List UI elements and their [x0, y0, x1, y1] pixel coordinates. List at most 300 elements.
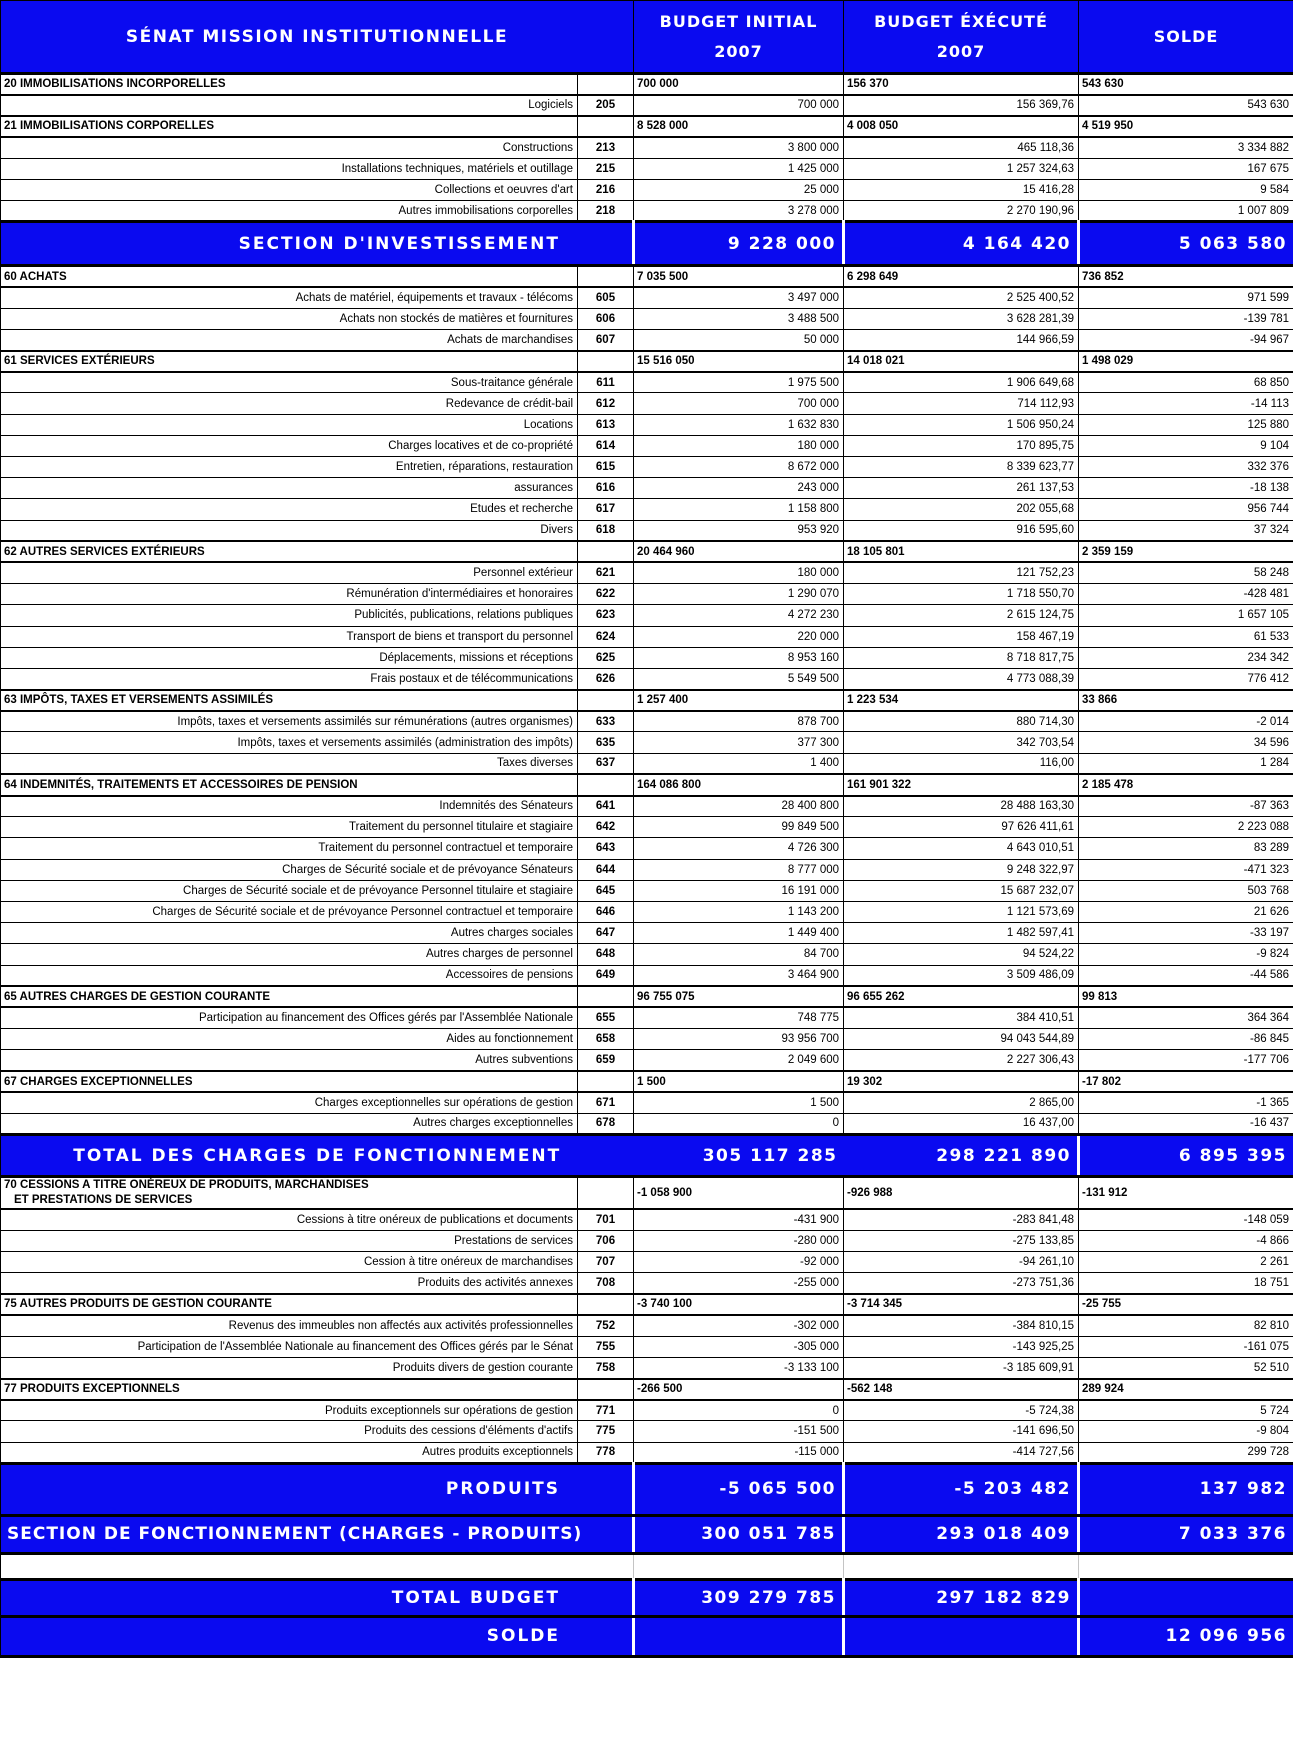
- detail-row: [1, 1029, 1293, 1050]
- budget-execute-value: 880 714,30: [844, 711, 1079, 732]
- detail-label: Achats de matériel, équipements et travaux - télécoms: [1, 287, 578, 308]
- budget-initial-value: 878 700: [634, 711, 844, 732]
- account-code: 637: [578, 753, 634, 774]
- detail-row: [1, 880, 1293, 901]
- category-row: [1, 774, 1293, 795]
- detail-label: Traitement du personnel titulaire et stagiaire: [1, 817, 578, 838]
- detail-row: [1, 732, 1293, 753]
- section-total-row: [1, 1515, 1293, 1553]
- solde-value: 82 810: [1079, 1315, 1293, 1336]
- detail-label: Divers: [1, 520, 578, 541]
- detail-label: Produits divers de gestion courante: [1, 1357, 578, 1378]
- solde-value: 125 880: [1079, 414, 1293, 435]
- solde-value: -4 866: [1079, 1230, 1293, 1251]
- category-row: [1, 351, 1293, 372]
- detail-label: Logiciels: [1, 95, 578, 116]
- category-label: 20 IMMOBILISATIONS INCORPORELLES: [1, 74, 578, 95]
- budget-initial-value: -115 000: [634, 1442, 844, 1463]
- budget-initial-total: [634, 1616, 844, 1656]
- budget-execute-value: -275 133,85: [844, 1230, 1079, 1251]
- budget-initial-value: 4 272 230: [634, 605, 844, 626]
- spacer-cell: [1, 1553, 634, 1579]
- detail-label: Autres charges sociales: [1, 923, 578, 944]
- account-code: 213: [578, 137, 634, 158]
- detail-row: [1, 1400, 1293, 1421]
- detail-row: [1, 838, 1293, 859]
- budget-execute-value: 1 223 534: [844, 690, 1079, 711]
- solde-value: 21 626: [1079, 901, 1293, 922]
- budget-execute-value: 8 718 817,75: [844, 647, 1079, 668]
- category-label: [1, 1177, 578, 1210]
- solde-value: -471 323: [1079, 859, 1293, 880]
- budget-initial-value: 7 035 500: [634, 266, 844, 287]
- budget-execute-total: [844, 1616, 1079, 1656]
- budget-initial-value: 1 158 800: [634, 499, 844, 520]
- detail-label: Produits exceptionnels sur opérations de gestion: [1, 1400, 578, 1421]
- budget-execute-value: -143 925,25: [844, 1336, 1079, 1357]
- account-code: 707: [578, 1251, 634, 1272]
- account-code: 633: [578, 711, 634, 732]
- detail-label: Charges exceptionnelles sur opérations de gestion: [1, 1092, 578, 1113]
- detail-label: Charges de Sécurité sociale et de prévoyance Personnel titulaire et stagiaire: [1, 880, 578, 901]
- detail-label: Indemnités des Sénateurs: [1, 796, 578, 817]
- budget-execute-value: 156 370: [844, 74, 1079, 95]
- column-header-budget-execute: [844, 1, 1079, 74]
- detail-row: [1, 1050, 1293, 1071]
- detail-label: Publicités, publications, relations publiques: [1, 605, 578, 626]
- column-header-solde: SOLDE: [1079, 1, 1293, 74]
- detail-label: Déplacements, missions et réceptions: [1, 647, 578, 668]
- category-label: 62 AUTRES SERVICES EXTÉRIEURS: [1, 541, 578, 562]
- budget-execute-value: 202 055,68: [844, 499, 1079, 520]
- budget-execute-value: 156 369,76: [844, 95, 1079, 116]
- detail-row: [1, 923, 1293, 944]
- solde-value: 18 751: [1079, 1273, 1293, 1294]
- solde-value: 9 104: [1079, 435, 1293, 456]
- budget-initial-value: 5 549 500: [634, 668, 844, 689]
- detail-row: [1, 1273, 1293, 1294]
- budget-initial-value: -266 500: [634, 1379, 844, 1400]
- solde-total: [1079, 1579, 1293, 1616]
- detail-row: [1, 1113, 1293, 1134]
- account-code: 655: [578, 1007, 634, 1028]
- solde-value: -2 014: [1079, 711, 1293, 732]
- budget-initial-total: -5 065 500: [634, 1463, 844, 1515]
- budget-execute-value: 3 628 281,39: [844, 308, 1079, 329]
- category-row: [1, 266, 1293, 287]
- category-row: [1, 1177, 1293, 1210]
- budget-initial-value: -255 000: [634, 1273, 844, 1294]
- solde-value: 543 630: [1079, 95, 1293, 116]
- detail-row: [1, 668, 1293, 689]
- budget-execute-value: 1 482 597,41: [844, 923, 1079, 944]
- solde-value: -33 197: [1079, 923, 1293, 944]
- budget-initial-value: 50 000: [634, 329, 844, 350]
- column-header-budget-initial-label: BUDGET INITIAL: [659, 11, 818, 31]
- detail-row: [1, 1092, 1293, 1113]
- spacer-cell: [634, 1553, 844, 1579]
- budget-initial-value: 3 488 500: [634, 308, 844, 329]
- account-code: [578, 116, 634, 137]
- detail-label: Rémunération d'intermédiaires et honoraires: [1, 584, 578, 605]
- detail-row: [1, 329, 1293, 350]
- budget-execute-value: 18 105 801: [844, 541, 1079, 562]
- section-total-row: [1, 1135, 1293, 1177]
- detail-row: [1, 95, 1293, 116]
- solde-value: 332 376: [1079, 457, 1293, 478]
- category-label: 21 IMMOBILISATIONS CORPORELLES: [1, 116, 578, 137]
- account-code: 641: [578, 796, 634, 817]
- solde-value: 2 261: [1079, 1251, 1293, 1272]
- solde-value: 736 852: [1079, 266, 1293, 287]
- budget-execute-value: 15 416,28: [844, 179, 1079, 200]
- account-code: 642: [578, 817, 634, 838]
- budget-initial-value: -3 740 100: [634, 1294, 844, 1315]
- account-code: [578, 1379, 634, 1400]
- detail-row: [1, 965, 1293, 986]
- solde-value: 4 519 950: [1079, 116, 1293, 137]
- detail-label: Prestations de services: [1, 1230, 578, 1251]
- category-label-line2: ET PRESTATIONS DE SERVICES: [14, 1194, 193, 1206]
- detail-label: Produits des cessions d'éléments d'actifs: [1, 1421, 578, 1442]
- account-code: 771: [578, 1400, 634, 1421]
- detail-row: [1, 901, 1293, 922]
- detail-label: Frais postaux et de télécommunications: [1, 668, 578, 689]
- detail-row: [1, 435, 1293, 456]
- budget-execute-value: 3 509 486,09: [844, 965, 1079, 986]
- budget-execute-value: 94 524,22: [844, 944, 1079, 965]
- section-total-label: SOLDE: [1, 1616, 634, 1656]
- budget-initial-value: 1 500: [634, 1071, 844, 1092]
- budget-execute-value: -94 261,10: [844, 1251, 1079, 1272]
- budget-initial-value: 180 000: [634, 435, 844, 456]
- budget-execute-total: 297 182 829: [844, 1579, 1079, 1616]
- budget-initial-value: 180 000: [634, 562, 844, 583]
- budget-initial-value: 700 000: [634, 74, 844, 95]
- solde-value: 5 724: [1079, 1400, 1293, 1421]
- budget-execute-value: -926 988: [844, 1177, 1079, 1210]
- budget-execute-value: -414 727,56: [844, 1442, 1079, 1463]
- spacer-row: [1, 1553, 1293, 1579]
- solde-value: 33 866: [1079, 690, 1293, 711]
- solde-value: -25 755: [1079, 1294, 1293, 1315]
- account-code: 778: [578, 1442, 634, 1463]
- detail-label: Impôts, taxes et versements assimilés sur rémunérations (autres organismes): [1, 711, 578, 732]
- category-label: 65 AUTRES CHARGES DE GESTION COURANTE: [1, 986, 578, 1007]
- budget-execute-value: 28 488 163,30: [844, 796, 1079, 817]
- budget-initial-value: 700 000: [634, 393, 844, 414]
- budget-initial-value: 2 049 600: [634, 1050, 844, 1071]
- detail-row: [1, 287, 1293, 308]
- solde-value: 2 223 088: [1079, 817, 1293, 838]
- detail-label: Autres subventions: [1, 1050, 578, 1071]
- account-code: 752: [578, 1315, 634, 1336]
- solde-value: 289 924: [1079, 1379, 1293, 1400]
- budget-execute-value: -283 841,48: [844, 1209, 1079, 1230]
- budget-execute-value: 2 227 306,43: [844, 1050, 1079, 1071]
- account-code: 613: [578, 414, 634, 435]
- detail-label: Autres charges de personnel: [1, 944, 578, 965]
- detail-row: [1, 308, 1293, 329]
- account-code: 218: [578, 201, 634, 222]
- budget-initial-value: 164 086 800: [634, 774, 844, 795]
- account-code: [578, 1294, 634, 1315]
- budget-execute-total: 298 221 890: [844, 1135, 1079, 1177]
- budget-execute-total: 293 018 409: [844, 1515, 1079, 1553]
- detail-label: Constructions: [1, 137, 578, 158]
- solde-value: -16 437: [1079, 1113, 1293, 1134]
- detail-label: Entretien, réparations, restauration: [1, 457, 578, 478]
- budget-execute-value: 96 655 262: [844, 986, 1079, 1007]
- account-code: 671: [578, 1092, 634, 1113]
- account-code: 635: [578, 732, 634, 753]
- solde-value: -161 075: [1079, 1336, 1293, 1357]
- detail-label: Achats de marchandises: [1, 329, 578, 350]
- detail-label: Installations techniques, matériels et outillage: [1, 158, 578, 179]
- detail-row: [1, 711, 1293, 732]
- budget-execute-value: 158 467,19: [844, 626, 1079, 647]
- budget-initial-value: 0: [634, 1113, 844, 1134]
- solde-value: -44 586: [1079, 965, 1293, 986]
- detail-label: Sous-traitance générale: [1, 372, 578, 393]
- budget-initial-value: 96 755 075: [634, 986, 844, 1007]
- solde-value: 543 630: [1079, 74, 1293, 95]
- solde-value: 503 768: [1079, 880, 1293, 901]
- budget-initial-value: 15 516 050: [634, 351, 844, 372]
- solde-total: 7 033 376: [1079, 1515, 1293, 1553]
- account-code: [578, 74, 634, 95]
- column-header-budget-execute-label: BUDGET ÉXÉCUTÉ: [874, 11, 1048, 31]
- account-code: 614: [578, 435, 634, 456]
- category-row: [1, 1379, 1293, 1400]
- account-code: [578, 1177, 634, 1210]
- budget-execute-value: -3 185 609,91: [844, 1357, 1079, 1378]
- solde-value: -9 824: [1079, 944, 1293, 965]
- budget-execute-value: 916 595,60: [844, 520, 1079, 541]
- budget-initial-value: -92 000: [634, 1251, 844, 1272]
- budget-execute-value: 1 718 550,70: [844, 584, 1079, 605]
- budget-execute-value: -3 714 345: [844, 1294, 1079, 1315]
- detail-row: [1, 584, 1293, 605]
- solde-value: 68 850: [1079, 372, 1293, 393]
- solde-value: 83 289: [1079, 838, 1293, 859]
- account-code: [578, 266, 634, 287]
- budget-execute-value: 1 257 324,63: [844, 158, 1079, 179]
- solde-value: -18 138: [1079, 478, 1293, 499]
- category-label: 60 ACHATS: [1, 266, 578, 287]
- detail-row: [1, 1209, 1293, 1230]
- budget-execute-value: -562 148: [844, 1379, 1079, 1400]
- budget-initial-value: 3 464 900: [634, 965, 844, 986]
- account-code: 606: [578, 308, 634, 329]
- account-code: 644: [578, 859, 634, 880]
- budget-initial-value: 8 528 000: [634, 116, 844, 137]
- solde-value: 1 284: [1079, 753, 1293, 774]
- solde-value: 776 412: [1079, 668, 1293, 689]
- detail-label: Autres produits exceptionnels: [1, 1442, 578, 1463]
- solde-value: 1 657 105: [1079, 605, 1293, 626]
- solde-value: 234 342: [1079, 647, 1293, 668]
- detail-row: [1, 201, 1293, 222]
- detail-row: [1, 647, 1293, 668]
- category-label: 61 SERVICES EXTÉRIEURS: [1, 351, 578, 372]
- budget-initial-value: 3 497 000: [634, 287, 844, 308]
- solde-value: -87 363: [1079, 796, 1293, 817]
- solde-value: -9 804: [1079, 1421, 1293, 1442]
- budget-initial-value: 4 726 300: [634, 838, 844, 859]
- solde-value: -1 365: [1079, 1092, 1293, 1113]
- account-code: 617: [578, 499, 634, 520]
- category-label: 63 IMPÔTS, TAXES ET VERSEMENTS ASSIMILÉS: [1, 690, 578, 711]
- detail-row: [1, 753, 1293, 774]
- detail-label: Collections et oeuvres d'art: [1, 179, 578, 200]
- budget-execute-value: 6 298 649: [844, 266, 1079, 287]
- account-code: 605: [578, 287, 634, 308]
- account-code: [578, 774, 634, 795]
- budget-initial-value: 1 143 200: [634, 901, 844, 922]
- category-row: [1, 1294, 1293, 1315]
- detail-label: Charges de Sécurité sociale et de prévoyance Sénateurs: [1, 859, 578, 880]
- budget-execute-value: 1 906 649,68: [844, 372, 1079, 393]
- account-code: 611: [578, 372, 634, 393]
- budget-execute-value: 2 615 124,75: [844, 605, 1079, 626]
- budget-execute-value: -273 751,36: [844, 1273, 1079, 1294]
- budget-initial-value: 3 800 000: [634, 137, 844, 158]
- detail-row: [1, 1421, 1293, 1442]
- spacer-cell: [844, 1553, 1079, 1579]
- detail-label: Participation au financement des Offices gérés par l'Assemblée Nationale: [1, 1007, 578, 1028]
- budget-execute-value: 161 901 322: [844, 774, 1079, 795]
- section-total-row: [1, 1616, 1293, 1656]
- budget-execute-value: 9 248 322,97: [844, 859, 1079, 880]
- detail-row: [1, 1442, 1293, 1463]
- budget-initial-total: 309 279 785: [634, 1579, 844, 1616]
- solde-value: -177 706: [1079, 1050, 1293, 1071]
- budget-initial-value: -280 000: [634, 1230, 844, 1251]
- detail-label: Participation de l'Assemblée Nationale au financement des Offices gérés par le Sénat: [1, 1336, 578, 1357]
- account-code: 643: [578, 838, 634, 859]
- detail-row: [1, 137, 1293, 158]
- account-code: 205: [578, 95, 634, 116]
- detail-label: Taxes diverses: [1, 753, 578, 774]
- budget-execute-value: 4 643 010,51: [844, 838, 1079, 859]
- solde-value: 9 584: [1079, 179, 1293, 200]
- detail-row: [1, 562, 1293, 583]
- section-total-label: PRODUITS: [1, 1463, 634, 1515]
- solde-value: 3 334 882: [1079, 137, 1293, 158]
- category-row: [1, 74, 1293, 95]
- budget-initial-value: 8 777 000: [634, 859, 844, 880]
- solde-value: 299 728: [1079, 1442, 1293, 1463]
- budget-execute-value: 1 121 573,69: [844, 901, 1079, 922]
- budget-initial-value: 3 278 000: [634, 201, 844, 222]
- budget-execute-value: 1 506 950,24: [844, 414, 1079, 435]
- detail-label: Autres immobilisations corporelles: [1, 201, 578, 222]
- budget-initial-value: 0: [634, 1400, 844, 1421]
- detail-row: [1, 605, 1293, 626]
- budget-initial-value: 28 400 800: [634, 796, 844, 817]
- detail-label: Etudes et recherche: [1, 499, 578, 520]
- budget-initial-value: -302 000: [634, 1315, 844, 1336]
- budget-initial-value: 1 290 070: [634, 584, 844, 605]
- account-code: 646: [578, 901, 634, 922]
- detail-row: [1, 1007, 1293, 1028]
- solde-value: 956 744: [1079, 499, 1293, 520]
- detail-label: Accessoires de pensions: [1, 965, 578, 986]
- solde-value: -17 802: [1079, 1071, 1293, 1092]
- budget-initial-value: 1 449 400: [634, 923, 844, 944]
- detail-label: Locations: [1, 414, 578, 435]
- solde-value: 37 324: [1079, 520, 1293, 541]
- budget-initial-value: 748 775: [634, 1007, 844, 1028]
- budget-initial-total: 9 228 000: [634, 222, 844, 266]
- category-row: [1, 1071, 1293, 1092]
- section-total-label: SECTION D'INVESTISSEMENT: [1, 222, 634, 266]
- account-code: 706: [578, 1230, 634, 1251]
- budget-execute-value: 144 966,59: [844, 329, 1079, 350]
- column-header-budget-initial: [634, 1, 844, 74]
- detail-label: Traitement du personnel contractuel et temporaire: [1, 838, 578, 859]
- budget-execute-value: 2 525 400,52: [844, 287, 1079, 308]
- detail-label: Impôts, taxes et versements assimilés (administration des impôts): [1, 732, 578, 753]
- budget-initial-value: 1 400: [634, 753, 844, 774]
- budget-initial-value: 84 700: [634, 944, 844, 965]
- budget-execute-value: 94 043 544,89: [844, 1029, 1079, 1050]
- account-code: 648: [578, 944, 634, 965]
- solde-value: 61 533: [1079, 626, 1293, 647]
- account-code: [578, 986, 634, 1007]
- budget-initial-value: 16 191 000: [634, 880, 844, 901]
- detail-label: Transport de biens et transport du personnel: [1, 626, 578, 647]
- budget-rows: [1, 74, 1293, 1657]
- category-label-line1: 70 CESSIONS A TITRE ONÉREUX DE PRODUITS, MARCHANDISES: [4, 1179, 369, 1191]
- category-label: 77 PRODUITS EXCEPTIONNELS: [1, 1379, 578, 1400]
- solde-value: 2 185 478: [1079, 774, 1293, 795]
- budget-execute-value: -5 724,38: [844, 1400, 1079, 1421]
- section-total-label: TOTAL DES CHARGES DE FONCTIONNEMENT: [1, 1135, 634, 1177]
- budget-execute-value: 2 270 190,96: [844, 201, 1079, 222]
- budget-execute-value: 8 339 623,77: [844, 457, 1079, 478]
- budget-initial-value: 377 300: [634, 732, 844, 753]
- account-code: 624: [578, 626, 634, 647]
- solde-value: 364 364: [1079, 1007, 1293, 1028]
- budget-execute-value: 261 137,53: [844, 478, 1079, 499]
- budget-execute-value: 384 410,51: [844, 1007, 1079, 1028]
- account-code: 658: [578, 1029, 634, 1050]
- category-label: 75 AUTRES PRODUITS DE GESTION COURANTE: [1, 1294, 578, 1315]
- budget-execute-value: 4 008 050: [844, 116, 1079, 137]
- solde-value: 167 675: [1079, 158, 1293, 179]
- account-code: 618: [578, 520, 634, 541]
- detail-label: Autres charges exceptionnelles: [1, 1113, 578, 1134]
- detail-label: Charges locatives et de co-propriété: [1, 435, 578, 456]
- budget-initial-value: -431 900: [634, 1209, 844, 1230]
- account-code: 649: [578, 965, 634, 986]
- detail-row: [1, 1336, 1293, 1357]
- account-code: 615: [578, 457, 634, 478]
- account-code: 626: [578, 668, 634, 689]
- account-code: 647: [578, 923, 634, 944]
- solde-value: -148 059: [1079, 1209, 1293, 1230]
- budget-initial-value: 243 000: [634, 478, 844, 499]
- detail-row: [1, 158, 1293, 179]
- budget-execute-value: 465 118,36: [844, 137, 1079, 158]
- solde-value: 1 007 809: [1079, 201, 1293, 222]
- budget-initial-value: 20 464 960: [634, 541, 844, 562]
- budget-initial-value: 8 672 000: [634, 457, 844, 478]
- account-code: 645: [578, 880, 634, 901]
- budget-execute-value: 14 018 021: [844, 351, 1079, 372]
